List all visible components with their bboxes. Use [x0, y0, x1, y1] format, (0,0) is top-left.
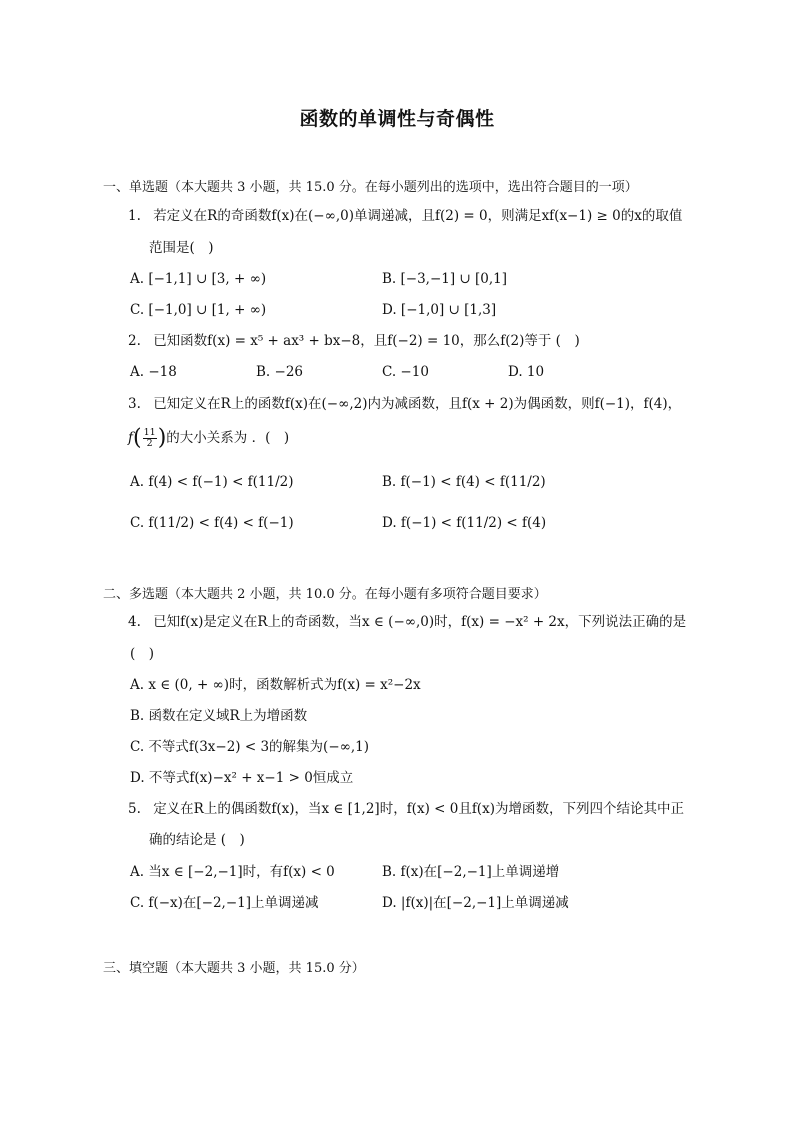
question-1-option-a[interactable]: A. [−1,1] ∪ [3, + ∞) — [130, 271, 267, 287]
question-3-option-a[interactable]: A. f(4) < f(−1) < f(11/2) — [130, 474, 294, 490]
question-text: 已知定义在R上的函数f(x)在(−∞,2)内为减函数，且f(x + 2)为偶函数，则f(−1)，f(4)， — [153, 396, 682, 412]
question-1-option-b[interactable]: B. [−3,−1] ∪ [0,1] — [382, 271, 508, 287]
question-2-option-a[interactable]: A. −18 — [130, 364, 177, 380]
question-4-option-b[interactable]: B. 函数在定义域R上为增函数 — [130, 708, 308, 724]
question-3-option-b[interactable]: B. f(−1) < f(4) < f(11/2) — [382, 474, 546, 490]
question-text: 定义在R上的偶函数f(x)，当x ∈ [1,2]时，f(x) < 0且f(x)为增函数，下列四个结论其中正 — [153, 801, 684, 817]
question-4-option-a[interactable]: A. x ∈ (0, + ∞)时，函数解析式为f(x) = x²−2x — [130, 677, 421, 693]
question-1-option-d[interactable]: D. [−1,0] ∪ [1,3] — [382, 302, 497, 318]
section-heading-single-choice: 一、单选题（本大题共 3 小题，共 15.0 分。在每小题列出的选项中，选出符合题目的一项） — [103, 180, 638, 195]
question-1-option-c[interactable]: C. [−1,0] ∪ [1, + ∞) — [130, 302, 267, 318]
question-3-option-c[interactable]: C. f(11/2) < f(4) < f(−1) — [130, 515, 294, 531]
question-4-option-c[interactable]: C. 不等式f(3x−2) < 3的解集为(−∞,1) — [130, 739, 370, 755]
question-3-option-d[interactable]: D. f(−1) < f(11/2) < f(4) — [382, 515, 547, 531]
question-number: 3. — [128, 396, 141, 412]
question-text: 已知f(x)是定义在R上的奇函数，当x ∈ (−∞,0)时，f(x) = −x² + 2x，下列说法正确的是 — [153, 614, 687, 630]
question-2-option-b[interactable]: B. −26 — [256, 364, 303, 380]
question-2-stem — [128, 331, 580, 351]
question-1-stem-cont: 范围是( ) — [149, 240, 214, 256]
question-1-stem — [128, 206, 682, 226]
question-number: 4. — [128, 614, 141, 630]
question-text: 若定义在R的奇函数f(x)在(−∞,0)单调递减，且f(2) = 0，则满足xf(x−1) ≥ 0的x的取值 — [153, 208, 683, 224]
page-title: 函数的单调性与奇偶性 — [299, 108, 495, 130]
question-5-option-a[interactable]: A. 当x ∈ [−2,−1]时，有f(x) < 0 — [130, 864, 335, 880]
section-heading-fill-in: 三、填空题（本大题共 3 小题，共 15.0 分） — [103, 961, 365, 976]
question-5-option-b[interactable]: B. f(x)在[−2,−1]上单调递增 — [382, 864, 560, 880]
question-3-stem-cont: f( $\frac{11}{2}$ )的大小关系为 ．( ) — [128, 425, 290, 451]
question-5-stem — [128, 799, 684, 819]
question-3-stem — [128, 394, 681, 414]
fraction: $\frac{11}{2}$ — [143, 427, 156, 449]
question-number: 5. — [128, 801, 141, 817]
question-5-option-d[interactable]: D. |f(x)|在[−2,−1]上单调递减 — [382, 895, 569, 911]
question-5-option-c[interactable]: C. f(−x)在[−2,−1]上单调递减 — [130, 895, 319, 911]
question-5-stem-cont: 确的结论是 ( ) — [149, 832, 245, 848]
question-4-option-d[interactable]: D. 不等式f(x)−x² + x−1 > 0恒成立 — [130, 770, 354, 786]
section-heading-multiple-choice: 二、多选题（本大题共 2 小题，共 10.0 分。在每小题有多项符合题目要求） — [103, 587, 547, 602]
question-2-option-c[interactable]: C. −10 — [382, 364, 429, 380]
question-number: 2. — [128, 333, 141, 349]
question-4-stem — [128, 612, 686, 632]
question-4-stem-cont: ( ) — [130, 646, 155, 662]
question-2-option-d[interactable]: D. 10 — [508, 364, 545, 380]
question-text: 的大小关系为 ．( ) — [166, 430, 290, 446]
question-text: 已知函数f(x) = x⁵ + ax³ + bx−8，且f(−2) = 10，那么f(2)等于 ( ) — [153, 333, 580, 349]
question-number: 1. — [128, 208, 141, 224]
